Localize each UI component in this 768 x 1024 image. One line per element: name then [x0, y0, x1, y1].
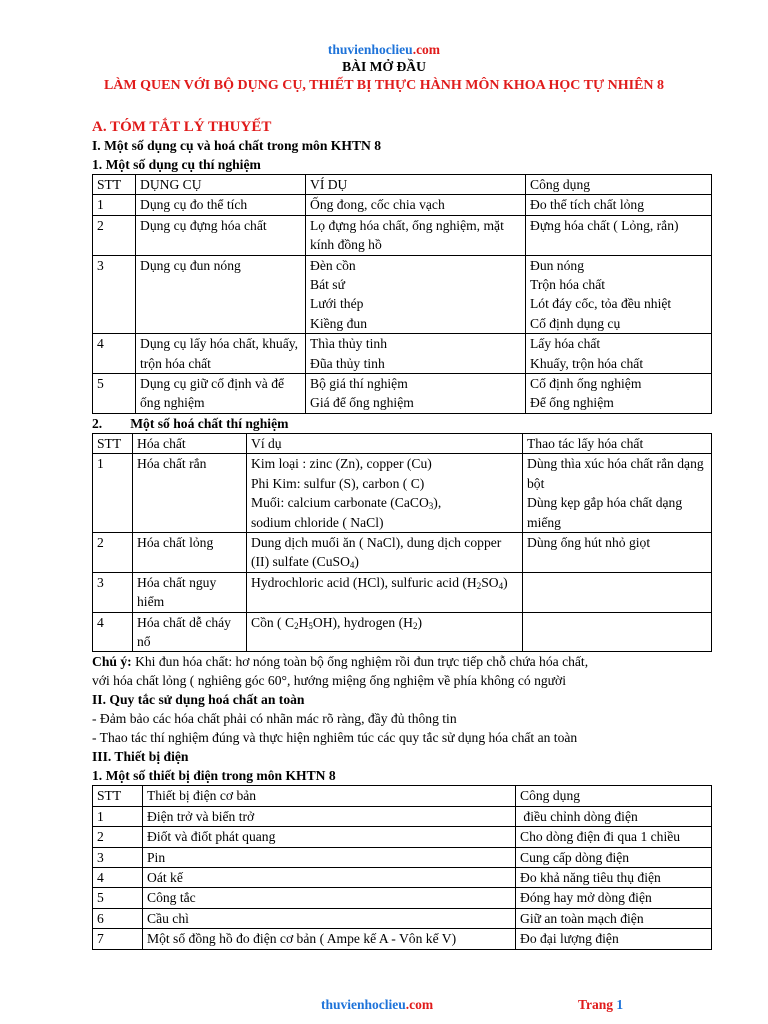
table-cell: điều chỉnh dòng điện: [516, 806, 712, 826]
table-cell: 1: [93, 806, 143, 826]
table-cell: 2: [93, 827, 143, 847]
table-row: [93, 532, 712, 572]
footer-site-domain: .com: [405, 997, 434, 1012]
note-text: Khi đun hóa chất: hơ nóng toàn bộ ống nghiệm rồi đun trực tiếp chỗ chứa hóa chất,: [131, 654, 589, 670]
table-cell: Dụng cụ đun nóng: [136, 255, 306, 334]
page-label: Trang: [578, 997, 617, 1012]
header-cell: Hóa chất: [133, 433, 247, 453]
table-cell: Cố định ống nghiệm Để ống nghiệm: [526, 374, 712, 414]
header-cell: DỤNG CỤ: [136, 175, 306, 195]
example-line: sodium chloride ( NaCl): [251, 514, 384, 530]
table-cell: Dùng ống hút nhỏ giọt: [523, 532, 712, 572]
subsection-2-heading: [92, 414, 712, 433]
table-header-row: [93, 175, 712, 195]
table-cell: [523, 454, 712, 533]
chemicals-table: [92, 433, 712, 652]
site-domain: .com: [412, 42, 441, 57]
note-paragraph: [92, 652, 712, 671]
header-cell: VÍ DỤ: [306, 175, 526, 195]
table-row: [93, 215, 712, 255]
table-cell: 1: [93, 195, 136, 215]
table-cell: 5: [93, 888, 143, 908]
table-cell: Công tắc: [143, 888, 516, 908]
table-cell: Giữ an toàn mạch điện: [516, 908, 712, 928]
table-row: [93, 334, 712, 374]
table-header-row: [93, 786, 712, 806]
table-row: [93, 454, 712, 533]
table-cell: 3: [93, 255, 136, 334]
table-row: [93, 888, 712, 908]
table-cell: 7: [93, 929, 143, 949]
table-cell: Cầu chì: [143, 908, 516, 928]
table-cell: 4: [93, 612, 133, 652]
electrical-devices-table: [92, 785, 712, 949]
header-cell: Công dụng: [516, 786, 712, 806]
table-cell: 1: [93, 454, 133, 533]
table-cell: Cho dòng điện đi qua 1 chiều: [516, 827, 712, 847]
subsection-2-title: Một số hoá chất thí nghiệm: [130, 415, 289, 431]
subsection-2-number: 2.: [92, 415, 103, 431]
table-cell: Oát kế: [143, 867, 516, 887]
header-cell: Thao tác lấy hóa chất: [523, 433, 712, 453]
table-cell: Hóa chất rắn: [133, 454, 247, 533]
table-row: [93, 374, 712, 414]
table-row: [93, 929, 712, 949]
table-row: [93, 867, 712, 887]
lesson-title: BÀI MỞ ĐẦU: [342, 59, 426, 74]
table-row: [93, 612, 712, 652]
subsection-1-heading: 1. Một số dụng cụ thí nghiệm: [92, 157, 261, 172]
table-cell: Điốt và điốt phát quang: [143, 827, 516, 847]
table-cell: Đo đại lượng điện: [516, 929, 712, 949]
note-label: Chú ý:: [92, 654, 132, 670]
table-cell: 4: [93, 334, 136, 374]
table-cell: Dụng cụ đựng hóa chất: [136, 215, 306, 255]
rule-item: - Thao tác thí nghiệm đúng và thực hiện nghiêm túc các quy tắc sử dụng hóa chất an toàn: [92, 730, 578, 746]
table-cell: 3: [93, 572, 133, 612]
table-cell: Cung cấp dòng điện: [516, 847, 712, 867]
table-cell: Cồn ( $C_2H_5OH$), hydrogen $(H_2)$: [247, 612, 523, 652]
example-line: Muối: calcium carbonate (CaCO$_3$),: [251, 495, 442, 512]
page-number: [578, 997, 623, 1013]
site-name: thuvienhoclieu: [327, 42, 413, 57]
table-cell: Hydrochloric acid (HCl), sulfuric acid $(H_2SO_4)$: [247, 572, 523, 612]
table-row: [93, 572, 712, 612]
table-cell: 2: [93, 532, 133, 572]
electrical-table-body: [93, 806, 712, 949]
content: [92, 115, 712, 950]
table-cell: Dụng cụ đo thể tích: [136, 195, 306, 215]
table-cell: Lấy hóa chất Khuấy, trộn hóa chất: [526, 334, 712, 374]
table-cell: Đun nóng Trộn hóa chất Lót đáy cốc, tỏa đều nhiệt Cố định dụng cụ: [526, 255, 712, 334]
table-cell: Hóa chất lỏng: [133, 532, 247, 572]
action-text: Dùng thìa xúc hóa chất rắn dạng bột Dùng kẹp gắp hóa chất dạng miếng: [527, 456, 704, 530]
table-row: [93, 827, 712, 847]
table-cell: 5: [93, 374, 136, 414]
table-header-row: [93, 433, 712, 453]
table-cell: Một số đồng hồ đo điện cơ bản ( Ampe kế A - Vôn kế V): [143, 929, 516, 949]
example-line: Phi Kim: sulfur (S), carbon ( C): [251, 475, 425, 491]
page-num: 1: [616, 997, 624, 1012]
section-a-heading: A. TÓM TẮT LÝ THUYẾT: [92, 119, 272, 135]
footer-site-name: thuvienhoclieu: [321, 997, 406, 1012]
table-cell: Bộ giá thí nghiệm Giá để ống nghiệm: [306, 374, 526, 414]
site-header: [0, 42, 768, 58]
table-cell: Đo thể tích chất lỏng: [526, 195, 712, 215]
table-cell: 4: [93, 867, 143, 887]
table-cell: [247, 454, 523, 533]
table-cell: [523, 572, 712, 612]
document-title: LÀM QUEN VỚI BỘ DỤNG CỤ, THIẾT BỊ THỰC HÀNH MÔN KHOA HỌC TỰ NHIÊN 8: [103, 78, 665, 93]
part-i-heading: I. Một số dụng cụ và hoá chất trong môn KHTN 8: [92, 138, 382, 153]
header-cell: STT: [93, 786, 143, 806]
header-cell: Thiết bị điện cơ bản: [143, 786, 516, 806]
header-cell: STT: [93, 175, 136, 195]
table-cell: 6: [93, 908, 143, 928]
table-cell: 2: [93, 215, 136, 255]
table-row: [93, 908, 712, 928]
table-cell: Pin: [143, 847, 516, 867]
table-cell: Dụng cụ giữ cố định và để ống nghiệm: [136, 374, 306, 414]
equipment-table-body: [93, 195, 712, 413]
part-ii-heading: II. Quy tắc sử dụng hoá chất an toàn: [92, 692, 305, 708]
table-cell: Điện trở và biến trở: [143, 806, 516, 826]
table-cell: Đèn cồn Bát sứ Lưới thép Kiềng đun: [306, 255, 526, 334]
note-line-2: với hóa chất lỏng ( nghiêng góc 60°, hướng miệng ống nghiệm về phía không có người: [92, 673, 567, 689]
equipment-table: [92, 174, 712, 414]
header-cell: Ví dụ: [247, 433, 523, 453]
table-row: [93, 806, 712, 826]
table-cell: Hóa chất dễ cháy nổ: [133, 612, 247, 652]
table-cell: Dung dịch muối ăn ( NaCl), dung dịch copper (II) sulfate (CuSO$_4$): [247, 532, 523, 572]
table-cell: Dụng cụ lấy hóa chất, khuấy, trộn hóa chất: [136, 334, 306, 374]
table-cell: [523, 612, 712, 652]
footer-site: [321, 997, 433, 1013]
subsection-3-heading: 1. Một số thiết bị điện trong môn KHTN 8: [92, 768, 336, 784]
table-row: [93, 195, 712, 215]
table-cell: Đựng hóa chất ( Lỏng, rắn): [526, 215, 712, 255]
table-row: [93, 847, 712, 867]
table-cell: Lọ đựng hóa chất, ống nghiệm, mặt kính đồng hồ: [306, 215, 526, 255]
table-row: [93, 255, 712, 334]
header-cell: Công dụng: [526, 175, 712, 195]
table-cell: Thìa thủy tinh Đũa thủy tinh: [306, 334, 526, 374]
table-cell: Đo khả năng tiêu thụ điện: [516, 867, 712, 887]
header-cell: STT: [93, 433, 133, 453]
rule-item: - Đảm bảo các hóa chất phải có nhãn mác rõ ràng, đầy đủ thông tin: [92, 711, 457, 727]
table-cell: 3: [93, 847, 143, 867]
example-line: Kim loại : zinc (Zn), copper (Cu): [251, 456, 432, 472]
table-cell: Hóa chất nguy hiểm: [133, 572, 247, 612]
part-iii-heading: III. Thiết bị điện: [92, 749, 189, 765]
table-cell: Đóng hay mở dòng điện: [516, 888, 712, 908]
table-cell: Ống đong, cốc chia vạch: [306, 195, 526, 215]
